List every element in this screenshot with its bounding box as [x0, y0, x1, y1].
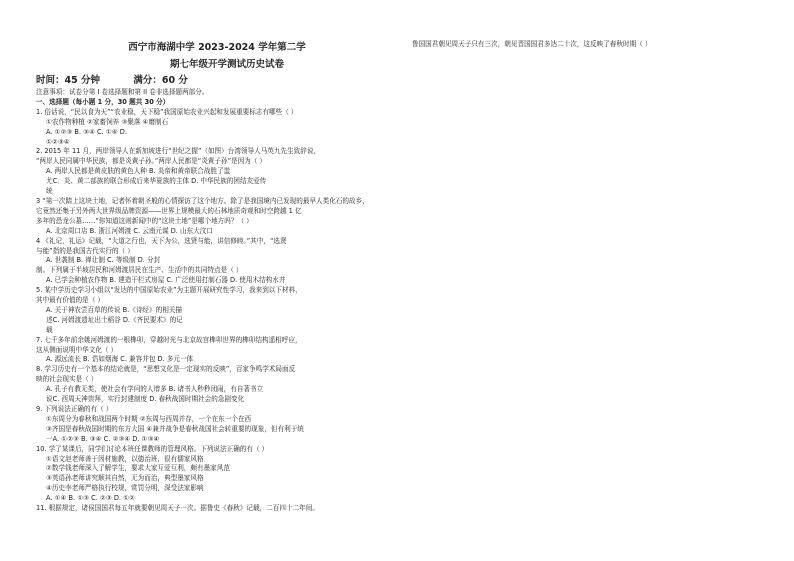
- exam-subtitle: 期七年级开学测试历史试卷: [169, 59, 284, 70]
- left-column: [36, 40, 398, 514]
- question-line: A. ①②③ B. ③④ C. ①④ D.: [46, 127, 127, 136]
- question-line: “两岸人民同属中华民族，都是炎黄子孙。”两岸人民都是“炎黄子孙”是因为（ ）: [36, 157, 267, 166]
- question-line: A. 源远流长 B. 诰如烟海 C. 兼容并包 D. 多元一体: [46, 355, 194, 364]
- question-line: 鲁国国君朝见周天子只有三次，朝见晋国国君多达二十次，这反映了春秋时期（ ）: [412, 40, 652, 48]
- question-line: 其中最有价值的是（ ）: [36, 296, 105, 305]
- question-line: 载: [46, 325, 53, 334]
- question-line: A. ①④ B. ①③ C. ②③ D. ①②: [46, 494, 135, 503]
- question-line: 与能”指的是我国古代实行的（ ）: [36, 246, 134, 255]
- question-line: 它竟然还集于另外两大世界级品牌资源——世界上规模最大的石林地质奇观和时空跨越 1 亿: [36, 206, 302, 215]
- question-line: ③齐国是春秋战国时期的东方大国 ④兼并战争是春秋战国社会转重要的现象，但有利于统: [46, 424, 304, 433]
- question-list-left: [36, 108, 398, 514]
- question-line: 一A. ①②③ B. ③④ C. ②③④ D. ①③④: [46, 434, 160, 443]
- question-line: 1. 俗话说，“民以食为天”“农业稳，天下稳”我国原始农业兴起和发展重要标志有哪些（ ）: [36, 107, 298, 116]
- question-line: 11. 根据规定，诸侯国国君每五年就要朝见周天子一次。据鲁史《春秋》记载，二百四十二年间。: [36, 504, 319, 513]
- question-line: A. 世袭制 B. 禅让制 C. 等级制 D. 分封: [46, 256, 161, 265]
- question-line: 映的社会现实是（ ）: [36, 375, 98, 384]
- question-line: 制。下列属于半坡居民和河姆渡居民在生产、生活中的共同特点是（ ）: [36, 266, 243, 275]
- question-line: ①②③④: [46, 137, 70, 146]
- question-line: ②数学钱老师深入了解学生，要求大家互爱互利，颇有墨家风范: [46, 464, 230, 473]
- question-line: 统: [46, 187, 53, 196]
- exam-score: 满分：60 分: [133, 75, 188, 86]
- question-line: 9. 下列说法正确的有（ ）: [36, 405, 113, 413]
- notice-text: 注意事项：试卷分第 I 卷选择题和第 II 卷非选择题两部分。: [36, 88, 209, 96]
- question-line: 尤C．炎、黄二部族的联合形成后来华夏族的主体 D. 中华民族的团结友爱传: [46, 177, 267, 186]
- question-line: 7. 七千多年前余姚河姆渡的一根榫卯，穿越时光与北京故宫榫卯世界的榫卯结构遥相呼应，: [36, 335, 302, 344]
- question-line: A. 孔子有教无类，使社会有学问的人增多 B. 诸书人秒秒闭闹，有自著书立: [46, 385, 264, 394]
- right-column: [412, 40, 772, 50]
- question-line: 说C. 西周天神崇拜，实行封建制度 D. 春秋战国时期社会的急剧变化: [46, 395, 245, 404]
- question-line: 4 《礼记，礼运》记载，“大道之行也，天下为公，选贤与能，讲信修睦。”其中，“选贤: [36, 236, 287, 245]
- question-line: ④历史李老师严格执行校规，赏罚分明，深受法家影响: [46, 484, 204, 493]
- exam-meta: [36, 74, 398, 88]
- question-line: A. 关于神农尝百草的传说 B.《诗经》的相关描: [46, 305, 182, 314]
- question-line: A. 北京周口店 B. 浙江河姆渡 C. 云南元谋 D. 山东大汶口: [46, 226, 213, 235]
- exam-time: 时间：45 分钟: [36, 75, 101, 86]
- question-line: A. 两岸人民都是黄皮肤的黄色人种 B. 炎帝和黄帝联合战胜了蚩: [46, 167, 231, 176]
- question-line: 8. 学习历史有一个基本的结论就是，“思想文化是一定现实的反映”，百家争鸣学术局面反: [36, 365, 296, 374]
- question-line: 2. 2015 年 11 月，两岸领导人在新加坡进行“世纪之握”（如图）台湾领导人马英九先生致辞说，: [36, 147, 321, 156]
- question-line: 多年的恐龙公墓……”你知道这则新闻中的“这块土地”是哪个地方吗？（ ）: [36, 216, 253, 225]
- question-line: A. 已学会种植农作物 B. 建造干栏式房屋 C. 广泛使用打制石器 D. 使用木结构水井: [46, 276, 286, 285]
- question-line: ①语文赵老师善于因材施教，以德治班，很有儒家风格: [46, 454, 204, 463]
- question-line: ③英语孙老师讲究顺其自然，无为而治，典型墨家风格: [46, 474, 204, 483]
- question-line: 述C. 河姆渡遗址出土稻谷 D.《齐民要术》的记: [46, 315, 183, 324]
- question-line: ①东周分为春秋和战国两个时期 ②东周与西周并存，一个在东一个在西: [46, 414, 252, 423]
- question-line: 这从侧面说明中华文化（ ）: [36, 345, 118, 354]
- question-line: 3 “第一次踏上这块土地，记者怀着朝圣般的心情探访了这个地方。除了是我国境内已发现的最早人类化石的故乡，: [36, 196, 369, 205]
- question-line: 10. 学了某课后，同学们讨论本班任课教师的管理风格。下列说法正确的有（ ）: [36, 444, 269, 453]
- question-line: 5. 某中学历史学习小组以“发达的中国原始农业”为主题开展研究性学习，我来到以下材料，: [36, 286, 302, 295]
- question-line: ①农作物种植 ②家畜饲养 ③聚落 ④磨制石: [46, 117, 169, 126]
- exam-title: 西宁市海湖中学 2023-2024 学年第二学: [128, 42, 306, 53]
- section-heading: 一、选择题（每小题 1 分，30 题共 30 分）: [36, 97, 170, 106]
- question-list-right: [412, 40, 772, 50]
